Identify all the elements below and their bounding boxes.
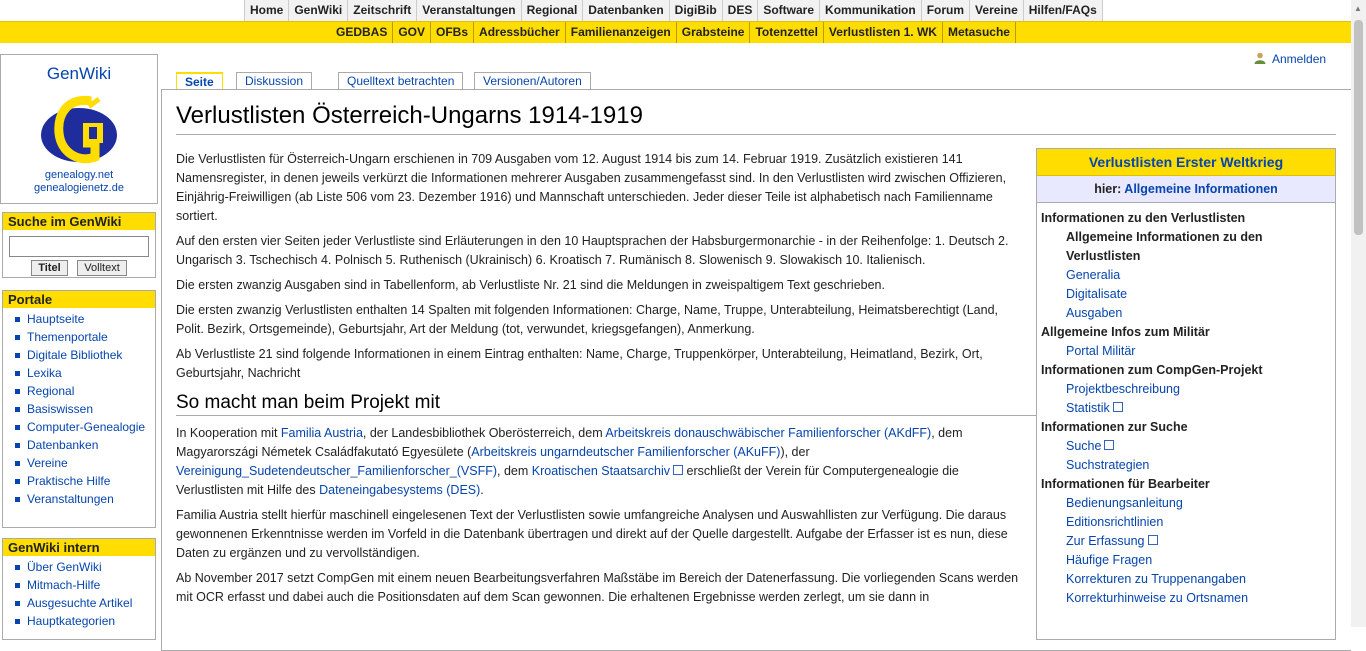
subnav-item-familienanzeigen[interactable]: Familienanzeigen	[566, 22, 677, 43]
infobox-link-digitalisate[interactable]: Digitalisate	[1066, 287, 1128, 301]
portale-portlet	[2, 290, 156, 528]
nav-item-genwiki[interactable]: GenWiki	[289, 0, 348, 21]
genwiki-intern-heading: GenWiki intern	[3, 539, 155, 556]
link-vsff[interactable]: Vereinigung_Sudetendeutscher_Familienforscher_(VSFF)	[176, 464, 498, 478]
text-segment: erschließt der Verein für Computergenealogie die Verlustlisten mit Hilfe des	[176, 464, 959, 497]
section-heading-participate: So macht man beim Projekt mit	[176, 393, 1036, 416]
cooperation-paragraph	[176, 424, 1024, 500]
search-input[interactable]	[9, 236, 149, 257]
sidebar-item-lexika[interactable]: Lexika	[15, 364, 155, 382]
login-label[interactable]: Anmelden	[1272, 52, 1327, 66]
nav-item-home[interactable]: Home	[245, 0, 289, 21]
sidebar-item-veranstaltungen[interactable]: Veranstaltungen	[15, 490, 155, 508]
scrollbar-thumb[interactable]	[1354, 20, 1363, 235]
intro-paragraph-5: Ab Verlustliste 21 sind folgende Informationen in einem Eintrag enthalten: Name, Charge, Truppenkörper, Unterabteilung, Heimatland, Bezirk, Ort, Geburtsjahr, Nachricht	[176, 347, 983, 380]
subnav-item-grabsteine[interactable]: Grabsteine	[677, 22, 751, 43]
infobox-current-page	[1037, 176, 1335, 203]
subnav-item-adressbücher[interactable]: Adressbücher	[474, 22, 566, 43]
top-navigation-bar	[0, 0, 1351, 21]
genwiki-intern-list	[3, 556, 155, 630]
nav-item-digibib[interactable]: DigiBib	[670, 0, 723, 21]
infobox-section-heading: Informationen für Bearbeiter	[1041, 477, 1210, 491]
infobox-link-korrekturen-zu-truppenangaben[interactable]: Korrekturen zu Truppenangaben	[1066, 572, 1246, 586]
infobox-here-link[interactable]: Allgemeine Informationen	[1124, 182, 1278, 196]
sidebar-item-digitale-bibliothek[interactable]: Digitale Bibliothek	[15, 346, 155, 364]
sub-menu	[331, 22, 1016, 43]
portale-heading: Portale	[3, 291, 155, 308]
fulltext-search-button[interactable]: Volltext	[77, 260, 126, 276]
sidebar-item-basiswissen[interactable]: Basiswissen	[15, 400, 155, 418]
infobox-link-suche[interactable]: Suche	[1041, 437, 1331, 456]
sidebar-item-computer-genealogie[interactable]: Computer-Genealogie	[15, 418, 155, 436]
infobox-link-suchstrategien[interactable]: Suchstrategien	[1066, 458, 1150, 472]
text-segment: , dem	[497, 464, 532, 478]
infobox-section-heading: Informationen zur Suche	[1041, 420, 1188, 434]
infobox-link-korrekturhinweise-zu-ortsnamen[interactable]: Korrekturhinweise zu Ortsnamen	[1066, 591, 1249, 605]
logo-title[interactable]: GenWiki	[46, 64, 112, 83]
search-heading: Suche im GenWiki	[3, 213, 155, 230]
main-menu	[244, 0, 1103, 21]
tab-history[interactable]: Versionen/Autoren	[474, 72, 591, 89]
logo-url-genealogienetz[interactable]: genealogienetz.de	[34, 182, 124, 194]
sidebar-item-regional[interactable]: Regional	[15, 382, 155, 400]
genwiki-intern-portlet	[2, 538, 156, 640]
link-akuff[interactable]: Arbeitskreis ungarndeutscher Familienforscher (AKuFF)	[471, 445, 781, 459]
nav-item-datenbanken[interactable]: Datenbanken	[583, 0, 669, 21]
genwiki-logo-icon[interactable]	[39, 93, 119, 167]
user-icon	[1254, 52, 1266, 64]
tab-discussion[interactable]: Diskussion	[236, 72, 312, 89]
intro-paragraph-2: Auf den ersten vier Seiten jeder Verlustliste sind Erläuterungen in den 10 Hauptsprachen der Habsburgermonarchie - in der Reihenfolge: 1. Deutsch 2. Ungarisch 3. Tschechisch 4. Polnisch 5. Ruthenisch (Ukrainisch) 6. Kroatisch 7. Rumänisch 8. Slowenisch 9. Slowakisch 10. Italienisch.	[176, 234, 1009, 267]
text-segment: , dem Magyarországi Németek Családfakutató Egyesülete (	[176, 426, 963, 459]
infobox-body	[1037, 203, 1335, 608]
infobox-link-häufige-fragen[interactable]: Häufige Fragen	[1066, 553, 1153, 567]
infobox-section-heading: Informationen zu den Verlustlisten	[1041, 211, 1246, 225]
text-segment: , der Landesbibliothek Oberösterreich, dem	[362, 426, 606, 440]
login-link[interactable]	[1254, 52, 1326, 66]
infobox-here-label: hier:	[1094, 182, 1125, 196]
nav-item-vereine[interactable]: Vereine	[970, 0, 1024, 21]
subnav-item-ofbs[interactable]: OFBs	[431, 22, 474, 43]
link-familia-austria[interactable]: Familia Austria	[280, 426, 363, 440]
sidebar-item-vereine[interactable]: Vereine	[15, 454, 155, 472]
familia-austria-paragraph: Familia Austria stellt hierfür maschinell eingelesenen Text der Verlustlisten sowie umfangreiche Analysen und Auswahllisten zur Verfügung. Die daraus gewonnenen Erkenntnisse werden im Vorfeld in die Datenbank übertragen und direkt auf der Quelle dargestellt. Aufgabe der Erfasser ist es nun, diese Daten zu ergänzen und zu vervollständigen.	[176, 508, 1008, 560]
sidebar-item-hauptseite[interactable]: Hauptseite	[15, 310, 155, 328]
tab-view-source[interactable]: Quelltext betrachten	[338, 72, 463, 89]
sidebar-item-mitmach-hilfe[interactable]: Mitmach-Hilfe	[15, 576, 155, 594]
text-segment: In Kooperation mit	[176, 426, 281, 440]
subnav-item-gov[interactable]: GOV	[393, 22, 431, 43]
sub-navigation-bar	[0, 21, 1351, 43]
infobox-title[interactable]: Verlustlisten Erster Weltkrieg	[1037, 149, 1335, 176]
infobox-link-projektbeschreibung[interactable]: Projektbeschreibung	[1066, 382, 1180, 396]
nav-item-hilfen-faqs[interactable]: Hilfen/FAQs	[1024, 0, 1103, 21]
intro-paragraph-3: Die ersten zwanzig Ausgaben sind in Tabellenform, ab Verlustliste Nr. 21 sind die Meldungen in zweispaltigem Text geschrieben.	[176, 278, 885, 292]
infobox-link-ausgaben[interactable]: Ausgaben	[1066, 306, 1123, 320]
intro-paragraph-4: Die ersten zwanzig Verlustlisten enthalten 14 Spalten mit folgenden Informationen: Charge, Name, Truppe, Unterabteilung, Heimatsberechtigt (Land, Polit. Bezirk, Ortsgemeinde), Geburtsjahr, Art der Meldung (tot, verwundet, kriegsgefangen), Anmerkung.	[176, 303, 998, 336]
link-des[interactable]: Dateneingabesystems (DES)	[319, 483, 481, 497]
sidebar-item-ausgesuchte-artikel[interactable]: Ausgesuchte Artikel	[15, 594, 155, 612]
verlustlisten-infobox	[1036, 148, 1336, 640]
scroll-up-arrow-icon[interactable]: ▲	[1354, 4, 1362, 13]
infobox-section-heading: Informationen zum CompGen-Projekt	[1041, 363, 1263, 377]
article-body	[176, 150, 1024, 613]
subnav-item-gedbas[interactable]: GEDBAS	[331, 22, 393, 43]
tab-page[interactable]: Seite	[176, 72, 223, 90]
title-search-button[interactable]: Titel	[31, 260, 67, 276]
logo-box[interactable]	[0, 54, 158, 204]
sidebar-item-über-genwiki[interactable]: Über GenWiki	[15, 558, 155, 576]
sidebar-item-hauptkategorien[interactable]: Hauptkategorien	[15, 612, 155, 630]
sidebar-item-praktische-hilfe[interactable]: Praktische Hilfe	[15, 472, 155, 490]
search-portlet	[2, 212, 156, 278]
nav-item-software[interactable]: Software	[758, 0, 820, 21]
portale-list	[3, 308, 155, 508]
nav-item-zeitschrift[interactable]: Zeitschrift	[348, 0, 417, 21]
infobox-link-editionsrichtlinien[interactable]: Editionsrichtlinien	[1066, 515, 1164, 529]
nav-item-kommunikation[interactable]: Kommunikation	[820, 0, 922, 21]
compgen-paragraph: Ab November 2017 setzt CompGen mit einem neuen Bearbeitungsverfahren Maßstäbe im Bereich der Datenerfassung. Die vorliegenden Scans werden mit OCR erfasst und dabei auch die Positionsdaten auf dem Scan gewonnen. Die erhaltenen Ergebnisse werden zerlegt, um sie dann in	[176, 571, 1019, 604]
subnav-item-verlustlisten-1-wk[interactable]: Verlustlisten 1. WK	[824, 22, 943, 43]
page-title: Verlustlisten Österreich-Ungarns 1914-1919	[176, 102, 1336, 135]
link-akdff[interactable]: Arbeitskreis donauschwäbischer Familienforscher (AKdFF)	[605, 426, 932, 440]
infobox-section-heading: Allgemeine Infos zum Militär	[1041, 325, 1210, 339]
infobox-link-generalia[interactable]: Generalia	[1066, 268, 1121, 282]
sidebar-item-themenportale[interactable]: Themenportale	[15, 328, 155, 346]
infobox-link-portal-militär[interactable]: Portal Militär	[1066, 344, 1136, 358]
text-segment: .	[480, 483, 484, 497]
infobox-link-allgemeine-informationen-zu-den-verlustlisten: Allgemeine Informationen zu den Verlustlisten	[1066, 230, 1263, 263]
nav-item-forum[interactable]: Forum	[922, 0, 970, 21]
nav-item-veranstaltungen[interactable]: Veranstaltungen	[417, 0, 521, 21]
vertical-scrollbar[interactable]	[1351, 0, 1366, 627]
logo-url-genealogy[interactable]: genealogy.net	[44, 169, 114, 181]
infobox-link-statistik[interactable]: Statistik	[1041, 399, 1331, 418]
subnav-item-totenzettel[interactable]: Totenzettel	[750, 22, 823, 43]
subnav-item-metasuche[interactable]: Metasuche	[943, 22, 1016, 43]
infobox-link-bedienungsanleitung[interactable]: Bedienungsanleitung	[1066, 496, 1183, 510]
nav-item-regional[interactable]: Regional	[522, 0, 584, 21]
text-segment: ), der	[780, 445, 810, 459]
nav-item-des[interactable]: DES	[723, 0, 759, 21]
sidebar-item-datenbanken[interactable]: Datenbanken	[15, 436, 155, 454]
intro-paragraph-1: Die Verlustlisten für Österreich-Ungarn erschienen in 709 Ausgaben vom 12. August 1914 bis zum 14. Februar 1919. Zusätzlich existieren 141 Namensregister, in denen jeweils verkürzt die Informationen mehrerer Ausgaben zusammengefasst sind. In den Verlustlisten wird zwischen Offizieren, Einjährig-Freiwilligen (ab Liste 506 vom 23. Dezember 1916) und Mannschaft unterschieden. Jeder dieser Teile ist alphabetisch nach Familienname sortiert.	[176, 152, 1007, 223]
link-kroatisches-staatsarchiv[interactable]: Kroatischen Staatsarchiv	[532, 464, 683, 478]
infobox-link-zur-erfassung[interactable]: Zur Erfassung	[1041, 532, 1331, 551]
